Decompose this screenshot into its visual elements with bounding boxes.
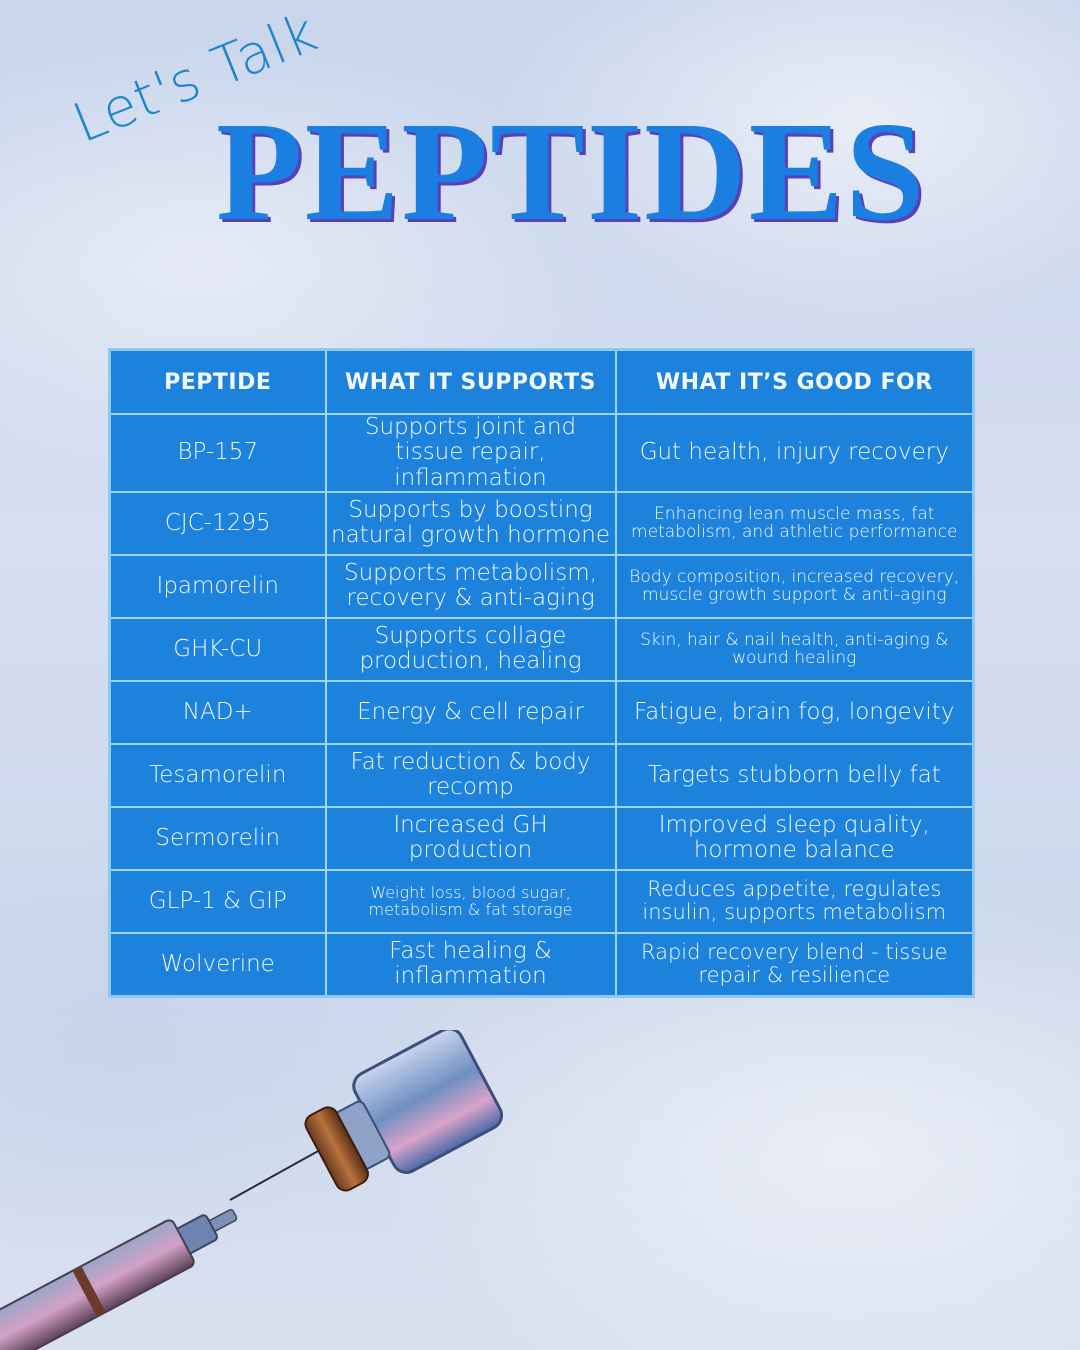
table-row (110, 618, 974, 681)
lets-talk-kicker: Let's Talk (64, 0, 327, 156)
peptide-name: BP-157 (110, 414, 326, 492)
peptide-name: GHK-CU (110, 618, 326, 681)
supports-cell: Increased GH production (326, 807, 616, 870)
good-for-cell: Fatigue, brain fog, longevity (616, 681, 974, 744)
table-row (110, 744, 974, 807)
supports-cell: Fast healing & inflammation (326, 933, 616, 997)
good-for-cell: Targets stubborn belly fat (616, 744, 974, 807)
supports-cell: Supports collage production, healing (326, 618, 616, 681)
peptide-name: Ipamorelin (110, 555, 326, 618)
column-header-good-for: WHAT IT’S GOOD FOR (616, 350, 974, 415)
peptide-name: CJC-1295 (110, 492, 326, 555)
good-for-cell: Enhancing lean muscle mass, fat metabolism, and athletic performance (616, 492, 974, 555)
peptide-name: Sermorelin (110, 807, 326, 870)
column-header-supports: WHAT IT SUPPORTS (326, 350, 616, 415)
peptide-name: GLP-1 & GIP (110, 870, 326, 933)
supports-cell: Energy & cell repair (326, 681, 616, 744)
peptide-name: NAD+ (110, 681, 326, 744)
table-row (110, 555, 974, 618)
good-for-cell: Skin, hair & nail health, anti-aging & wound healing (616, 618, 974, 681)
table-row (110, 681, 974, 744)
good-for-cell: Improved sleep quality, hormone balance (616, 807, 974, 870)
supports-cell: Supports joint and tissue repair, inflammation (326, 414, 616, 492)
vial-icon (296, 1030, 507, 1206)
supports-cell: Fat reduction & body recomp (326, 744, 616, 807)
syringe-icon (0, 1191, 247, 1350)
peptide-name: Tesamorelin (110, 744, 326, 807)
syringe-and-vial-image (0, 1030, 560, 1350)
table-row (110, 870, 974, 933)
table-row (110, 807, 974, 870)
page-title: PEPTIDES (216, 92, 927, 250)
table-row (110, 492, 974, 555)
peptide-table (108, 348, 975, 998)
table-row (110, 933, 974, 997)
good-for-cell: Rapid recovery blend - tissue repair & resilience (616, 933, 974, 997)
good-for-cell: Reduces appetite, regulates insulin, supports metabolism (616, 870, 974, 933)
good-for-cell: Body composition, increased recovery, muscle growth support & anti-aging (616, 555, 974, 618)
needle-icon (230, 1150, 320, 1200)
supports-cell: Supports metabolism, recovery & anti-aging (326, 555, 616, 618)
supports-cell: Supports by boosting natural growth hormone (326, 492, 616, 555)
supports-cell: Weight loss, blood sugar, metabolism & fat storage (326, 870, 616, 933)
good-for-cell: Gut health, injury recovery (616, 414, 974, 492)
peptide-name: Wolverine (110, 933, 326, 997)
table-row (110, 414, 974, 492)
table-header-row (110, 350, 974, 415)
column-header-peptide: PEPTIDE (110, 350, 326, 415)
